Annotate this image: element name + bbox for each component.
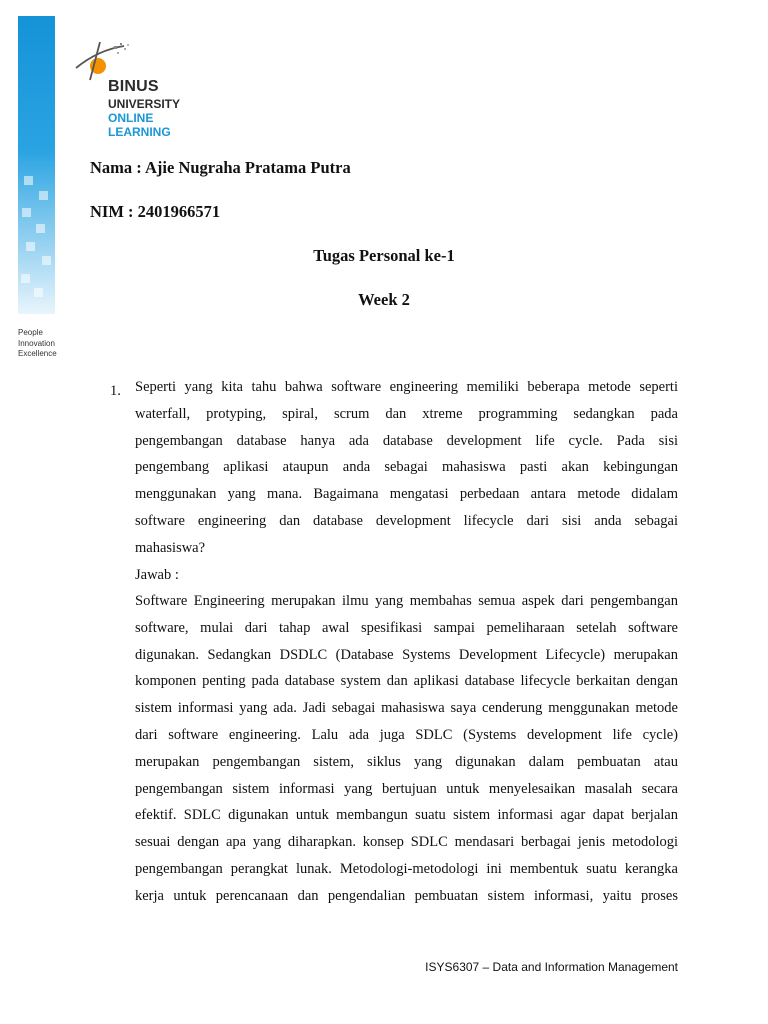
tagline-line: Innovation bbox=[18, 338, 55, 348]
tagline bbox=[18, 328, 57, 360]
logo-university: UNIVERSITY bbox=[108, 97, 181, 111]
logo-mark-icon bbox=[72, 36, 202, 82]
text-line: Software Engineering merupakan ilmu yang membahas semua aspek dari pengembangan bbox=[135, 593, 678, 609]
text-line: kerja untuk perencanaan dan pengendalian pembuatan sistem informasi, yaitu proses bbox=[135, 887, 678, 904]
text-line: merupakan pengembangan sistem, siklus yang digunakan dalam pembuatan atau bbox=[135, 753, 678, 770]
text-line: waterfall, protyping, spiral, scrum dan xtreme programming sedangkan pada bbox=[135, 405, 678, 422]
question-number: 1. bbox=[110, 383, 121, 399]
tagline-line: Excellence bbox=[18, 349, 57, 358]
decor-pixel bbox=[22, 208, 31, 217]
question-text bbox=[135, 374, 678, 588]
text-line: efektif. SDLC digunakan untuk membangun suatu sistem informasi agar dapat berjalan bbox=[135, 807, 678, 824]
tagline-line: People bbox=[18, 328, 43, 337]
decor-pixel bbox=[42, 256, 51, 265]
decor-pixel bbox=[39, 191, 48, 200]
decor-pixel bbox=[26, 242, 35, 251]
logo-learning: LEARNING bbox=[108, 125, 171, 139]
text-line: komponen penting pada database system dan aplikasi database lifecycle berkaitan dengan bbox=[135, 673, 678, 690]
text-line: menggunakan yang mana. Bagaimana mengatasi perbedaan antara metode didalam bbox=[135, 486, 678, 503]
answer-label: Jawab : bbox=[135, 566, 179, 583]
week-label: Week 2 bbox=[358, 290, 410, 309]
decor-pixel bbox=[34, 288, 43, 297]
text-line: pengembang aplikasi ataupun anda sebagai mahasiswa pasti akan kebingungan bbox=[135, 459, 678, 476]
text-line: digunakan. Sedangkan DSDLC (Database Systems Development Lifecycle) merupakan bbox=[135, 646, 678, 663]
text-line: mahasiswa? bbox=[135, 539, 206, 556]
binus-logo bbox=[72, 36, 202, 146]
text-line: software, mulai dari tahap awal spesifikasi sampai pemeliharaan setelah software bbox=[135, 619, 678, 636]
logo-brand: BINUS bbox=[108, 78, 159, 95]
logo-online: ONLINE bbox=[108, 111, 154, 125]
decor-pixel bbox=[24, 176, 33, 185]
student-name: Nama : Ajie Nugraha Pratama Putra bbox=[90, 158, 351, 177]
assignment-title: Tugas Personal ke-1 bbox=[313, 246, 455, 265]
answer-text bbox=[135, 588, 678, 910]
text-line: pengembangan sistem informasi yang bertujuan untuk menyelesaikan masalah secara bbox=[135, 780, 678, 797]
decor-pixel bbox=[36, 224, 45, 233]
student-nim: NIM : 2401966571 bbox=[90, 202, 221, 221]
text-line: sistem informasi yang ada. Jadi sebagai mahasiswa saya cenderung menggunakan metode bbox=[135, 700, 678, 717]
text-line: pengembangan database hanya ada database development life cycle. Pada sisi bbox=[135, 432, 678, 449]
text-line: software engineering dan database development lifecycle dari sisi anda sebagai bbox=[135, 512, 678, 529]
page-footer: ISYS6307 – Data and Information Management bbox=[425, 960, 678, 974]
decor-pixel bbox=[21, 274, 30, 283]
side-color-bar bbox=[18, 16, 55, 314]
text-line: sesuai dengan apa yang diharapkan. konsep SDLC mendasari berbagai jenis metodologi bbox=[135, 834, 678, 851]
text-line: Seperti yang kita tahu bahwa software engineering memiliki beberapa metode seperti bbox=[135, 379, 678, 395]
text-line: pengembangan perangkat lunak. Metodologi-metodologi ini membentuk suatu kerangka bbox=[135, 860, 678, 877]
text-line: dari software engineering. Lalu ada juga SDLC (Systems development life cycle) bbox=[135, 726, 678, 743]
